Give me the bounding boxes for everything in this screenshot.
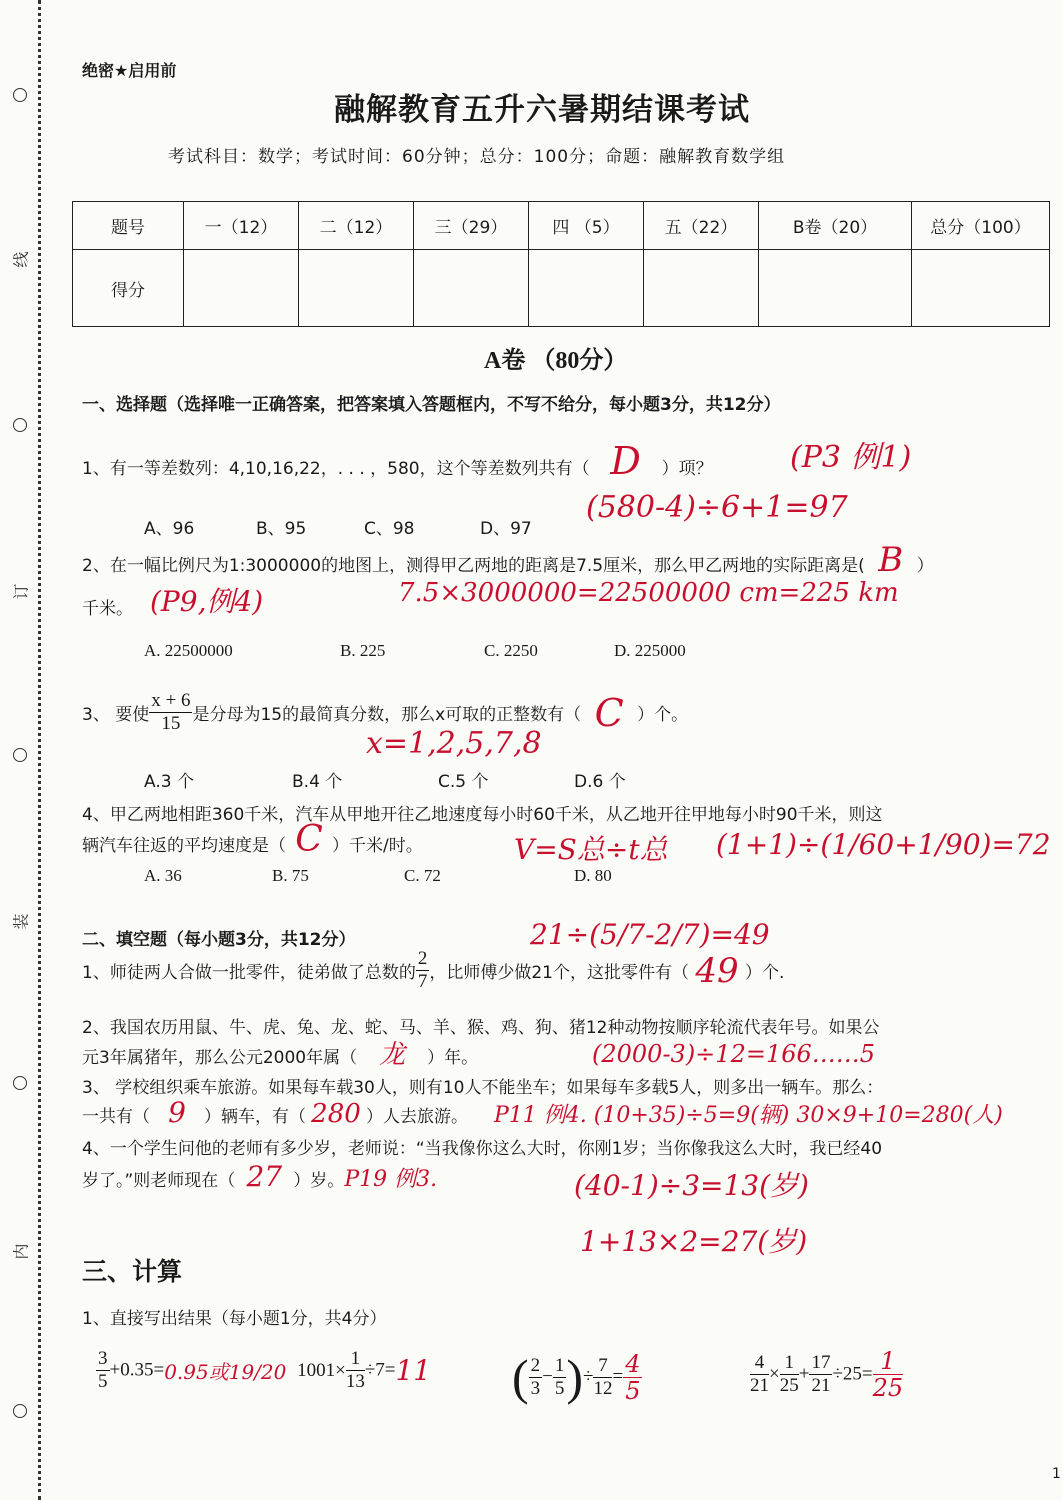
calc-expression-4: $\frac{4}{21}$ × $\frac{1}{25}$ + $\frac{17}{21}$ ÷25= $\frac{1}{25}$: [750, 1347, 904, 1402]
question-2-4: 4、一个学生问他的老师有多少岁，老师说：“当我像你这么大时，你刚1岁；当你像我这么大时，我已经40: [82, 1139, 883, 1159]
section-2-title: 二、填空题（每小题3分，共12分）: [82, 930, 356, 950]
calc-expression-1: $\frac{3}{5}$ +0.35=0.95或19/20 1001× $\frac{1}{13}$ ÷7=11: [98, 1348, 432, 1392]
subsection-title: 1、直接写出结果（每小题1分，共4分）: [82, 1309, 387, 1329]
table-header-cell: 四 （5）: [529, 202, 644, 250]
option: D.6 个: [574, 772, 626, 792]
margin-char: 线: [11, 251, 31, 268]
binding-hole-icon: [13, 88, 27, 102]
answer-handwritten: B: [878, 540, 904, 580]
table-header-cell: 总分（100）: [912, 202, 1050, 250]
handwritten-note: (P9,例4): [150, 585, 264, 618]
table-header-cell: B卷（20）: [759, 202, 912, 250]
exam-subtitle: 考试科目：数学；考试时间：60分钟；总分：100分；命题：融解教育数学组: [168, 147, 786, 167]
score-cell[interactable]: [299, 250, 414, 327]
question-2-3: 3、 学校组织乘车旅游。如果每车载30人，则有10人不能坐车；如果每车多载5人，则多出一辆车。那么：: [82, 1078, 884, 1098]
question-1-1: 1、有一等差数列：4,10,16,22，. . . ，580，这个等差数列共有（ D ）项？: [82, 439, 713, 483]
option: B. 225: [340, 641, 386, 660]
answer-handwritten: 0.95或19/20: [164, 1360, 287, 1384]
option: A. 36: [144, 866, 182, 885]
section-3-title: 三、计算: [82, 1257, 183, 1286]
option: A. 22500000: [144, 641, 233, 660]
answer-handwritten: 11: [395, 1354, 432, 1387]
question-1-4: 4、甲乙两地相距360千米，汽车从甲地开往乙地速度每小时60千米，从乙地开往甲地每小时90千米，则这: [82, 805, 883, 825]
section-1-title: 一、选择题（选择唯一正确答案，把答案填入答题框内，不写不给分，每小题3分，共12分）: [82, 395, 781, 415]
score-table: [72, 201, 1050, 327]
secret-label: 绝密★启用前: [82, 61, 177, 80]
option: B. 75: [272, 866, 309, 885]
page-number: 1: [1052, 1466, 1061, 1482]
option: C.5 个: [438, 772, 489, 792]
answer-handwritten: 49: [695, 950, 739, 991]
option: D、97: [480, 519, 532, 539]
score-cell[interactable]: [912, 250, 1050, 327]
option: D. 225000: [614, 641, 686, 660]
margin-char: 内: [11, 1243, 31, 1260]
margin-char: 订: [11, 583, 31, 600]
score-cell[interactable]: [759, 250, 912, 327]
handwritten-note: P11 例4. (10+35)÷5=9(辆) 30×9+10=280(人): [494, 1103, 1003, 1128]
handwritten-note: P19 例3.: [344, 1167, 438, 1192]
page-title: 融解教育五升六暑期结课考试: [334, 92, 750, 128]
score-cell[interactable]: [414, 250, 529, 327]
table-header-cell: 二（12）: [299, 202, 414, 250]
table-row-label: 得分: [73, 250, 184, 327]
question-text: 辆汽车往返的平均速度是（ C ）千米/时。: [82, 819, 423, 860]
binding-hole-icon: [13, 1076, 27, 1090]
handwritten-note: (P3 例1): [790, 440, 912, 475]
question-text: 一共有（ 9 ）辆车，有（ 280 ）人去旅游。: [82, 1096, 468, 1129]
option: B、95: [256, 519, 307, 539]
table-header-cell: 一（12）: [184, 202, 299, 250]
option: C、98: [364, 519, 415, 539]
binding-hole-icon: [13, 1404, 27, 1418]
question-text: 岁了。”则老师现在（ 27 ）岁。P19 例3.: [82, 1160, 438, 1193]
table-header-cell: 题号: [73, 202, 184, 250]
question-2-1: 1、师徒两人合做一批零件，徒弟做了总数的 $\frac{2}{7}$ ，比师傅少做21个，这批零件有（ 49 ）个.: [82, 948, 785, 992]
table-header-cell: 五（22）: [644, 202, 759, 250]
option: A.3 个: [144, 772, 194, 792]
question-text: 千米。: [82, 599, 133, 619]
question-1-2: 2、在一幅比例尺为1:3000000的地图上，测得甲乙两地的距离是7.5厘米，那么甲乙两地的实际距离是( B ）: [82, 540, 934, 580]
answer-handwritten: 280: [311, 1099, 361, 1129]
option: B.4 个: [292, 772, 343, 792]
question-text: 元3年属猪年，那么公元2000年属（ 龙 ）年。: [82, 1040, 479, 1070]
option: C. 2250: [484, 641, 538, 660]
answer-handwritten: 27: [246, 1160, 283, 1193]
score-cell[interactable]: [644, 250, 759, 327]
calc-expression-3: ( $\frac{2}{3}$ − $\frac{1}{5}$ )÷ $\frac{7}{12}$ = $\frac{4}{5}$: [512, 1349, 641, 1405]
option: C. 72: [404, 866, 441, 885]
answer-handwritten: 9: [168, 1096, 186, 1129]
handwritten-note: x=1,2,5,7,8: [366, 726, 542, 761]
answer-handwritten: D: [610, 439, 641, 483]
handwritten-note: 1+13×2=27(岁): [580, 1225, 808, 1258]
question-1-3: 3、 要使 $\frac{x + 6}{15}$ 是分母为15的最简真分数，那么x可取的正整数有（ C ）个。: [82, 690, 689, 735]
answer-handwritten: C: [295, 819, 323, 860]
paper-a-heading: A卷 （80分）: [484, 348, 628, 374]
handwritten-note: (1+1)÷(1/60+1/90)=72: [716, 828, 1051, 861]
answer-handwritten: 龙: [379, 1040, 406, 1070]
question-2-2: 2、我国农历用鼠、牛、虎、兔、龙、蛇、马、羊、猴、鸡、狗、猪12种动物按顺序轮流代表年号。如果公: [82, 1018, 880, 1038]
margin-char: 装: [11, 913, 31, 930]
answer-handwritten: C: [594, 690, 624, 735]
binding-line: [38, 0, 41, 1500]
handwritten-note: 21÷(5/7-2/7)=49: [530, 918, 770, 951]
table-header-cell: 三（29）: [414, 202, 529, 250]
score-cell[interactable]: [184, 250, 299, 327]
option: A、96: [144, 519, 195, 539]
option: D. 80: [574, 866, 612, 885]
handwritten-note: V=S总÷t总: [514, 833, 668, 866]
handwritten-note: (2000-3)÷12=166……5: [592, 1040, 876, 1068]
binding-hole-icon: [13, 748, 27, 762]
binding-hole-icon: [13, 418, 27, 432]
handwritten-note: (580-4)÷6+1=97: [586, 490, 848, 525]
score-cell[interactable]: [529, 250, 644, 327]
handwritten-note: 7.5×3000000=22500000 cm=225 km: [398, 578, 899, 608]
handwritten-note: (40-1)÷3=13(岁): [574, 1169, 809, 1202]
